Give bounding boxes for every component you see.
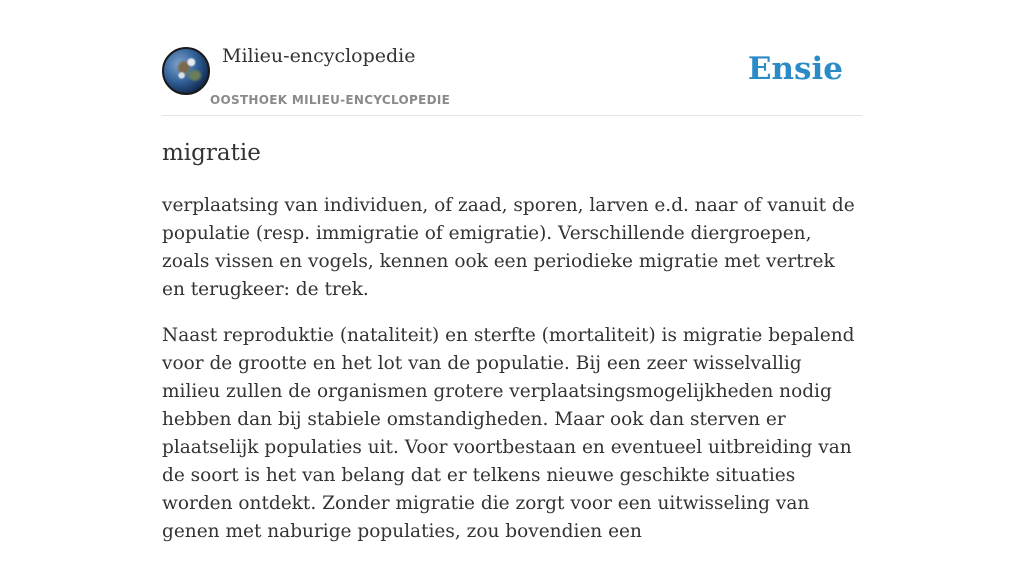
article-paragraph: verplaatsing van individuen, of zaad, sporen, larven e.d. naar of vanuit de populatie (resp. immigratie of emigratie). Verschillende diergroepen, zoals vissen en vogels, kennen ook een periodieke migratie met vertrek en terugkeer: de trek. — [162, 195, 855, 300]
publisher-label: OOSTHOEK MILIEU-ENCYCLOPEDIE — [210, 93, 451, 107]
article-body — [162, 192, 862, 564]
earth-globe-icon[interactable] — [162, 47, 210, 95]
article-paragraph: Naast reproduktie (nataliteit) en sterfte (mortaliteit) is migratie bepalend voor de grootte en het lot van de populatie. Bij een zeer wisselvallig milieu zullen de organismen grotere verplaatsingsmogelijkheden nodig hebben dan bij stabiele omstandigheden. Maar ook dan sterven er plaatselijk populaties uit. Voor voortbestaan en eventueel uitbreiding van de soort is het van belang dat er telkens nieuwe geschikte situaties worden ontdekt. Zonder migratie die zorgt voor een uitwisseling van genen met naburige populaties, zou bovendien een — [162, 325, 855, 542]
site-name[interactable]: Milieu-encyclopedie — [222, 45, 416, 67]
brand-logo-link[interactable]: Ensie — [747, 51, 843, 87]
site-header — [162, 40, 862, 116]
article-title: migratie — [162, 140, 261, 166]
